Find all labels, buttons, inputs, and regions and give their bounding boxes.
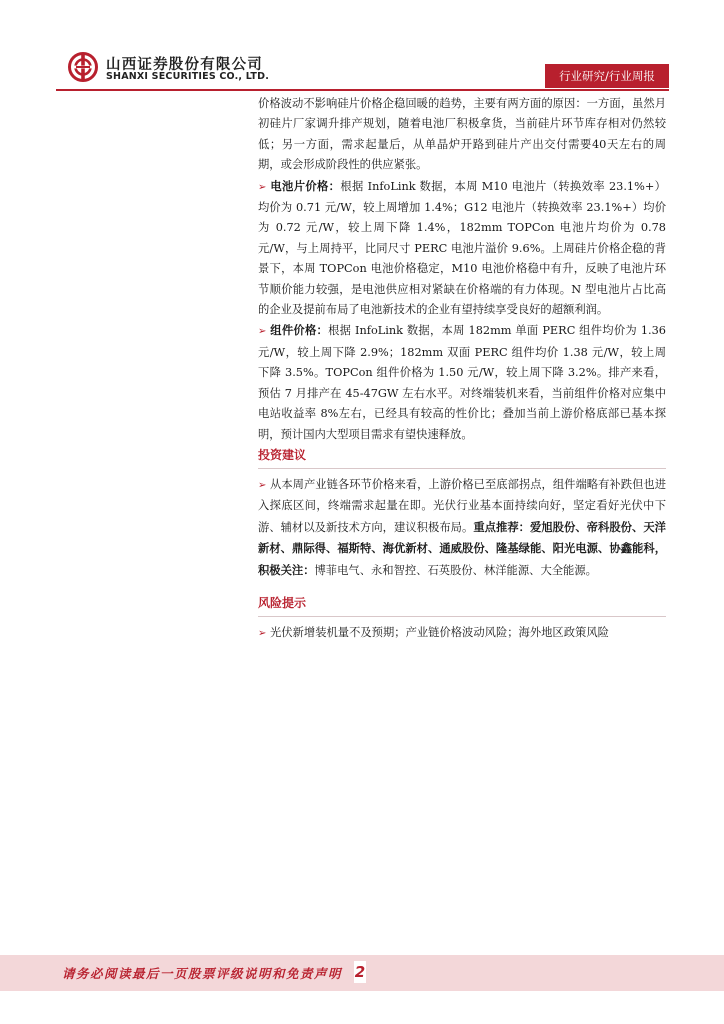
arrow-right-icon: ➢ bbox=[258, 479, 267, 491]
page-footer bbox=[0, 955, 724, 991]
company-name-en: SHANXI SECURITIES CO., LTD. bbox=[106, 71, 270, 82]
module-price-label: 组件价格： bbox=[270, 323, 329, 338]
arrow-right-icon: ➢ bbox=[258, 627, 267, 639]
investment-paragraph bbox=[258, 475, 666, 581]
risk-text: 光伏新增装机量不及预期；产业链价格波动风险；海外地区政策风险 bbox=[270, 625, 609, 639]
company-logo-icon bbox=[68, 52, 98, 82]
report-type-badge: 行业研究/行业周报 bbox=[545, 64, 669, 88]
company-name-cn: 山西证券股份有限公司 bbox=[106, 57, 263, 73]
report-body bbox=[258, 94, 666, 644]
focus-stocks: 爱旭股份、帝科股份、天洋新材、鼎际得、福斯特、海优新材、通威股份、隆基绿能、阳光电源、协鑫能科， bbox=[258, 519, 666, 556]
cell-price-text: 根据 InfoLink 数据，本周 M10 电池片（转换效率 23.1%+）均价为 0.71 元/W，较上周增加 1.4%；G12 电池片（转换效率 23.1%+）均价为 0.72 元/W，较上周下降 1.4%，182mm TOPCon 电池片均价为 0.78 元/W，与上周持平，比同尺寸 PERC 电池片溢价 9.6%。上周硅片价格企稳的背景下，本周 TOPCon 电池价格稳定，M10 电池价格稳中有升，反映了电池片环节顺价能力较强，是电池供应相对紧缺在价格端的有力体现。N 型电池片占比高的企业及提前布局了电池新技术的企业有望持续享受良好的超额利润。 bbox=[258, 179, 666, 317]
page-number: 2 bbox=[354, 963, 366, 981]
focus-label: 重点推荐： bbox=[473, 519, 531, 534]
arrow-right-icon: ➢ bbox=[258, 181, 267, 193]
cell-price-paragraph bbox=[258, 176, 666, 321]
risk-section-title: 风险提示 bbox=[258, 595, 307, 610]
watch-label: 积极关注： bbox=[258, 562, 315, 577]
header-divider bbox=[56, 89, 669, 91]
investment-section-title: 投资建议 bbox=[258, 447, 307, 462]
module-price-text: 根据 InfoLink 数据，本周 182mm 单面 PERC 组件均价为 1.36 元/W，较上周下降 2.9%；182mm 双面 PERC 组件均价 1.38 元/W，较上周下降 3.5%。TOPCon 组件价格为 1.50 元/W，较上周下降 3.2%。排产来看，预估 7 月排产在 45-47GW 左右水平。对终端装机来看，当前组件价格对应集中电站收益率 8%左右，已经具有较高的性价比；叠加当前上游价格底部已基本探明，预计国内大型项目需求有望快速释放。 bbox=[258, 324, 666, 441]
intro-paragraph: 价格波动不影响硅片价格企稳回暖的趋势，主要有两方面的原因：一方面，虽然月初硅片厂家调升排产规划，随着电池厂积极拿货，当前硅片环节库存相对仍然较低；另一方面，需求起量后，从单晶炉开路到硅片产出交付需要40天左右的周期，或会形成阶段性的供应紧张。 bbox=[258, 97, 666, 172]
investment-text: 从本周产业链各环节价格来看，上游价格已至底部拐点，组件端略有补跌但也进入探底区间，终端需求起量在即。光伏行业基本面持续向好，坚定看好光伏中下游、辅材以及新技术方向，建议积极布局。 bbox=[258, 477, 666, 534]
watch-stocks: 博菲电气、永和智控、石英股份、林洋能源、大全能源。 bbox=[314, 563, 597, 577]
cell-price-label: 电池片价格： bbox=[270, 178, 341, 193]
risk-paragraph bbox=[258, 623, 666, 644]
module-price-paragraph bbox=[258, 320, 666, 444]
arrow-right-icon: ➢ bbox=[258, 326, 267, 338]
disclaimer-note: 请务必阅读最后一页股票评级说明和免责声明 bbox=[62, 966, 343, 981]
page-header bbox=[0, 0, 724, 92]
